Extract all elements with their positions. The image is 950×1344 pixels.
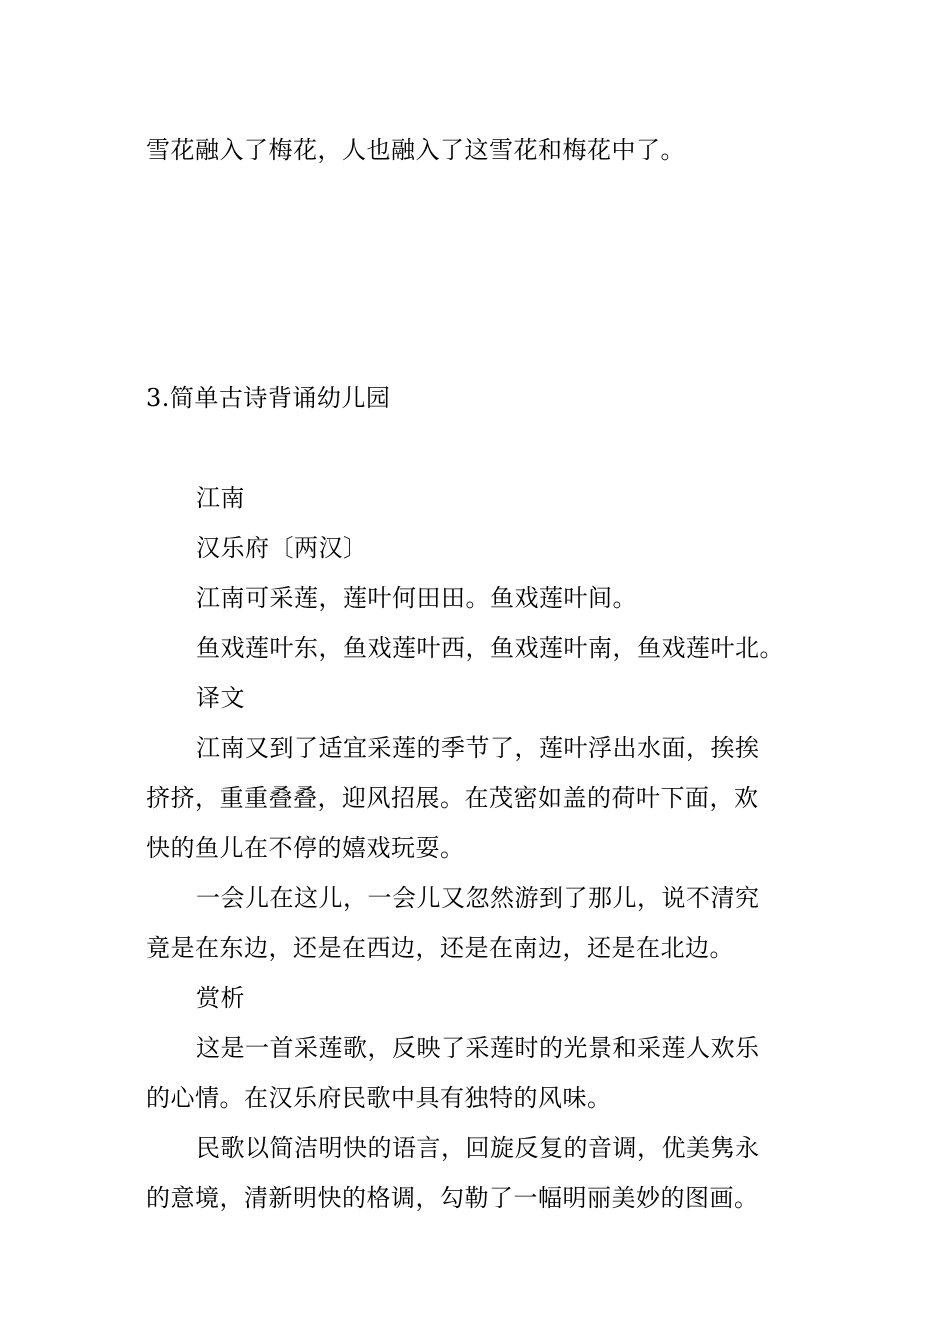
poem-line: 江南可采莲，莲叶何田田。鱼戏莲叶间。: [196, 584, 637, 612]
translation-paragraph-line: 快的鱼儿在不停的嬉戏玩耍。: [146, 834, 465, 862]
poem-line: 鱼戏莲叶东，鱼戏莲叶西，鱼戏莲叶南，鱼戏莲叶北。: [196, 634, 784, 662]
translation-heading: 译文: [196, 684, 245, 712]
appreciation-paragraph-line: 这是一首采莲歌，反映了采莲时的光景和采莲人欢乐: [196, 1034, 760, 1062]
appreciation-heading: 赏析: [196, 984, 245, 1012]
appreciation-paragraph-line: 民歌以简洁明快的语言，回旋反复的音调，优美隽永: [196, 1134, 760, 1162]
translation-paragraph-line: 江南又到了适宜采莲的季节了，莲叶浮出水面，挨挨: [196, 734, 760, 762]
poem-author: 汉乐府〔两汉〕: [196, 534, 368, 562]
poem-title: 江南: [196, 484, 245, 512]
appreciation-paragraph-line: 的心情。在汉乐府民歌中具有独特的风味。: [146, 1084, 612, 1112]
translation-paragraph-line: 挤挤，重重叠叠，迎风招展。在茂密如盖的荷叶下面，欢: [146, 784, 759, 812]
translation-paragraph-line: 竟是在东边，还是在西边，还是在南边，还是在北边。: [146, 934, 734, 962]
section-heading: 3.简单古诗背诵幼儿园: [146, 384, 391, 412]
continuation-text: 雪花融入了梅花，人也融入了这雪花和梅花中了。: [146, 136, 685, 164]
translation-paragraph-line: 一会儿在这儿，一会儿又忽然游到了那儿，说不清究: [196, 884, 760, 912]
appreciation-paragraph-line: 的意境，清新明快的格调，勾勒了一幅明丽美妙的图画。: [146, 1184, 759, 1212]
